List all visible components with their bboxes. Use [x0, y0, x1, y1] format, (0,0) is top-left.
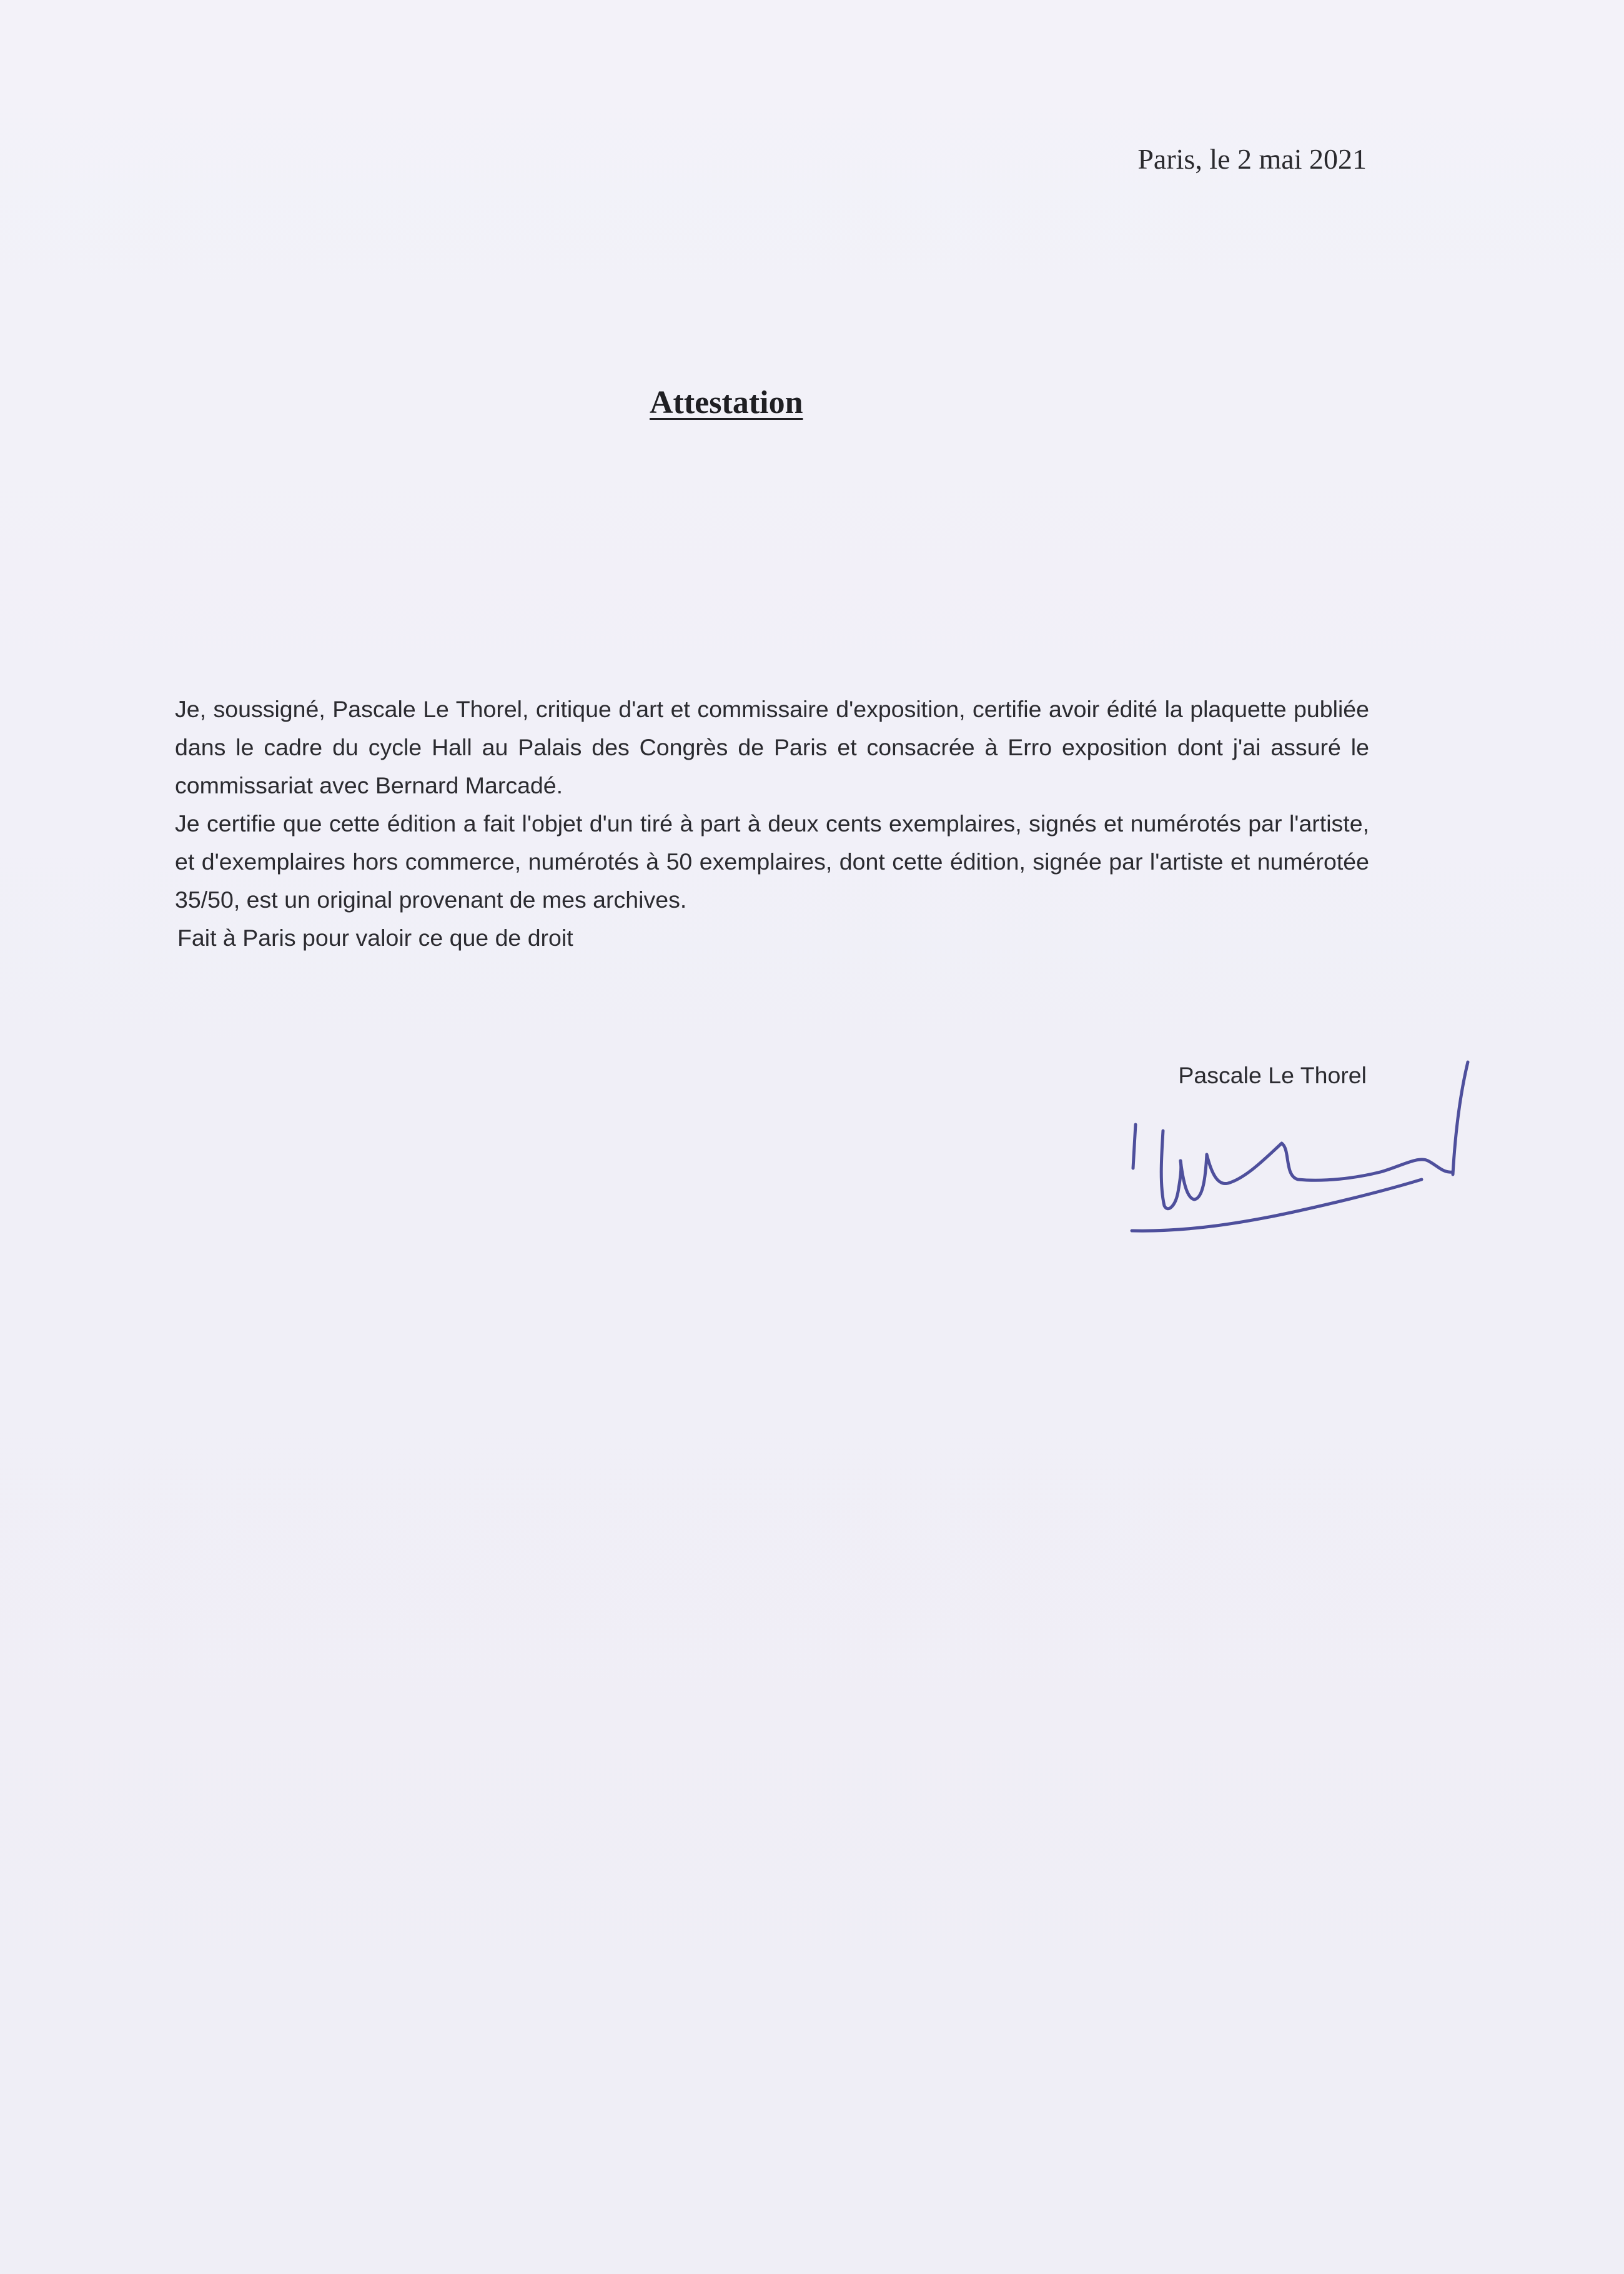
document-title: Attestation: [650, 385, 803, 420]
closing-line: Fait à Paris pour valoir ce que de droit: [177, 925, 573, 951]
paragraph-certification: Je, soussigné, Pascale Le Thorel, critique d'art et commissaire d'exposition, certifie avoir édité la plaquette publiée dans le cadre du cycle Hall au Palais des Congrès de Paris et consacrée à Erro exposition dont j'ai assuré le commissariat avec Bernard Marcadé.: [175, 696, 1369, 798]
handwritten-signature: [1118, 1050, 1530, 1249]
date-line: Paris, le 2 mai 2021: [1137, 143, 1367, 175]
attestation-body: [175, 690, 1369, 957]
signer-name: Pascale Le Thorel: [1178, 1062, 1367, 1088]
paragraph-edition: Je certifie que cette édition a fait l'objet d'un tiré à part à deux cents exemplaires, signés et numérotés par l'artiste, et d'exemplaires hors commerce, numérotés à 50 exemplaires, dont cette édition, signée par l'artiste et numérotée 35/50, est un original provenant de mes archives.: [175, 810, 1369, 913]
